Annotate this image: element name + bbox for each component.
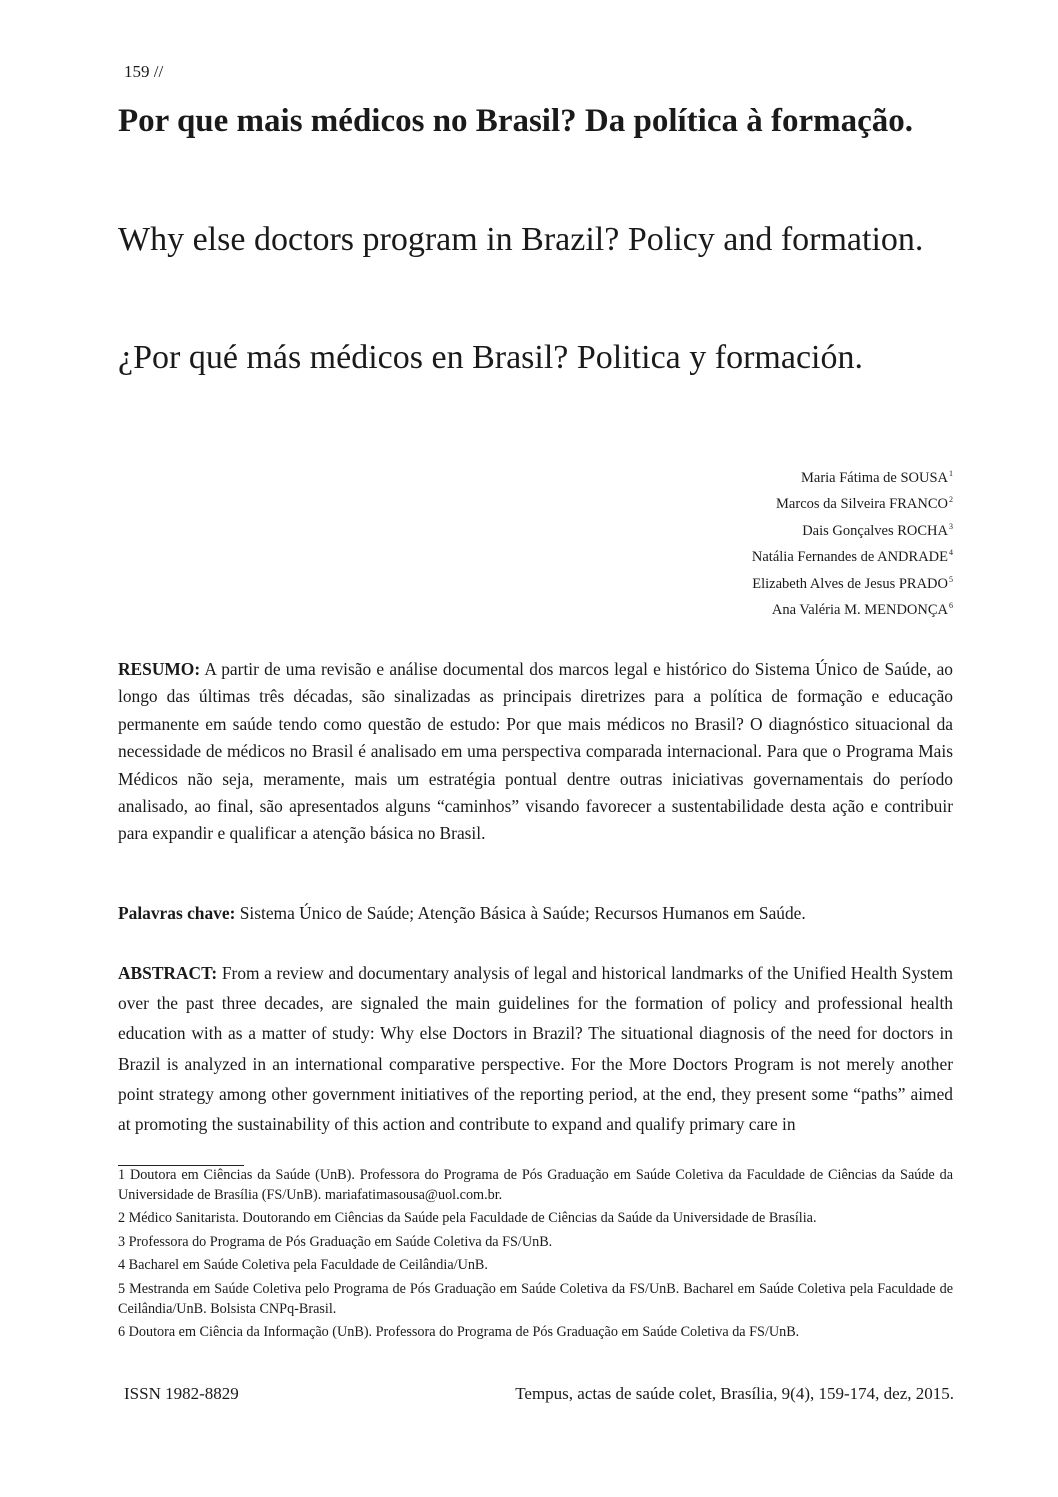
author-entry: [752, 516, 953, 542]
issn-label: ISSN 1982-8829: [124, 1384, 239, 1403]
keywords-label: Palavras chave:: [118, 903, 236, 923]
abstract-label: ABSTRACT:: [118, 963, 218, 983]
resumo-paragraph: [118, 656, 953, 848]
author-entry: [752, 542, 953, 568]
author-footnote-mark: 4: [949, 548, 953, 558]
journal-citation: Tempus, actas de saúde colet, Brasília, 9(4), 159-174, dez, 2015.: [515, 1384, 954, 1403]
keywords-text: Sistema Único de Saúde; Atenção Básica à Saúde; Recursos Humanos em Saúde.: [235, 903, 806, 923]
footnote: 6 Doutora em Ciência da Informação (UnB). Professora do Programa de Pós Graduação em Saúde Coletiva da FS/UnB.: [118, 1324, 800, 1341]
footnote: 5 Mestranda em Saúde Coletiva pelo Programa de Pós Graduação em Saúde Coletiva da FS/UnB. Bacharel em Saúde Coletiva pela Faculdade de Ceilândia/UnB. Bolsista CNPq-Brasil.: [118, 1280, 953, 1317]
author-name: Maria Fátima de SOUSA: [801, 470, 948, 486]
keywords-line: [118, 900, 978, 927]
resumo-label: RESUMO:: [118, 659, 201, 679]
author-entry: [752, 489, 953, 515]
author-name: Dais Gonçalves ROCHA: [802, 522, 948, 539]
abstract-paragraph: [118, 958, 953, 1139]
author-list: [752, 463, 953, 621]
author-name: Ana Valéria M. MENDONÇA: [771, 602, 948, 619]
author-footnote-mark: 1: [949, 469, 953, 478]
author-footnote-mark: 6: [949, 601, 953, 611]
author-name: Natália Fernandes de ANDRADE: [751, 549, 948, 566]
author-name: Marcos da Silveira FRANCO: [776, 496, 948, 513]
abstract-text: From a review and documentary analysis of legal and historical landmarks of the Unified Health System over the past three decades, are signaled the main guidelines for the formation of policy and professional health education with as a matter of study: Why else Doctors in Brazil? The situational diagnosis of the need for doctors in Brazil is analyzed in an international comparative perspective. For the More Doctors Program is not merely another point strategy among other government initiatives of the reporting period, at the end, they present some “paths” aimed at promoting the sustainability of this action and contribute to expand and qualify primary care in: [118, 963, 953, 1135]
title-portuguese: Por que mais médicos no Brasil? Da política à formação.: [118, 103, 913, 139]
author-entry: [752, 569, 953, 595]
footnotes: [118, 1166, 953, 1347]
footnote: 1 Doutora em Ciências da Saúde (UnB). Professora do Programa de Pós Graduação em Saúde Coletiva da Faculdade de Ciências da Saúde da Universidade de Brasília (FS/UnB). mariafatimasousa@uol.com.br.: [118, 1167, 953, 1203]
author-entry: [752, 595, 953, 621]
page-number: 159 //: [124, 62, 164, 81]
footnote: 3 Professora do Programa de Pós Graduação em Saúde Coletiva da FS/UnB.: [118, 1233, 553, 1250]
footnote: 2 Médico Sanitarista. Doutorando em Ciências da Saúde pela Faculdade de Ciências da Saúde da Universidade de Brasília.: [118, 1210, 817, 1227]
resumo-text: A partir de uma revisão e análise documental dos marcos legal e histórico do Sistema Único de Saúde, ao longo das últimas três décadas, são sinalizadas as principais diretrizes para a política de formação e educação permanente em saúde tendo como questão de estudo: Por que mais médicos no Brasil? O diagnóstico situacional da necessidade de médicos no Brasil é analisado em uma perspectiva comparada internacional. Para que o Programa Mais Médicos não seja, meramente, mais um estratégia pontual dentre outras iniciativas governamentais do período analisado, ao final, são apresentados alguns “caminhos” visando favorecer a sustentabilidade desta ação e contribuir para expandir e qualificar a atenção básica no Brasil.: [118, 659, 953, 844]
title-spanish: ¿Por qué más médicos en Brasil? Politica y formación.: [118, 339, 863, 376]
author-footnote-mark: 5: [949, 574, 953, 584]
author-name: Elizabeth Alves de Jesus PRADO: [752, 575, 948, 592]
title-english: Why else doctors program in Brazil? Policy and formation.: [118, 221, 924, 258]
author-footnote-mark: 3: [949, 521, 953, 531]
footnote: 4 Bacharel em Saúde Coletiva pela Faculdade de Ceilândia/UnB.: [118, 1257, 488, 1274]
author-footnote-mark: 2: [949, 495, 953, 505]
author-entry: [752, 463, 953, 489]
